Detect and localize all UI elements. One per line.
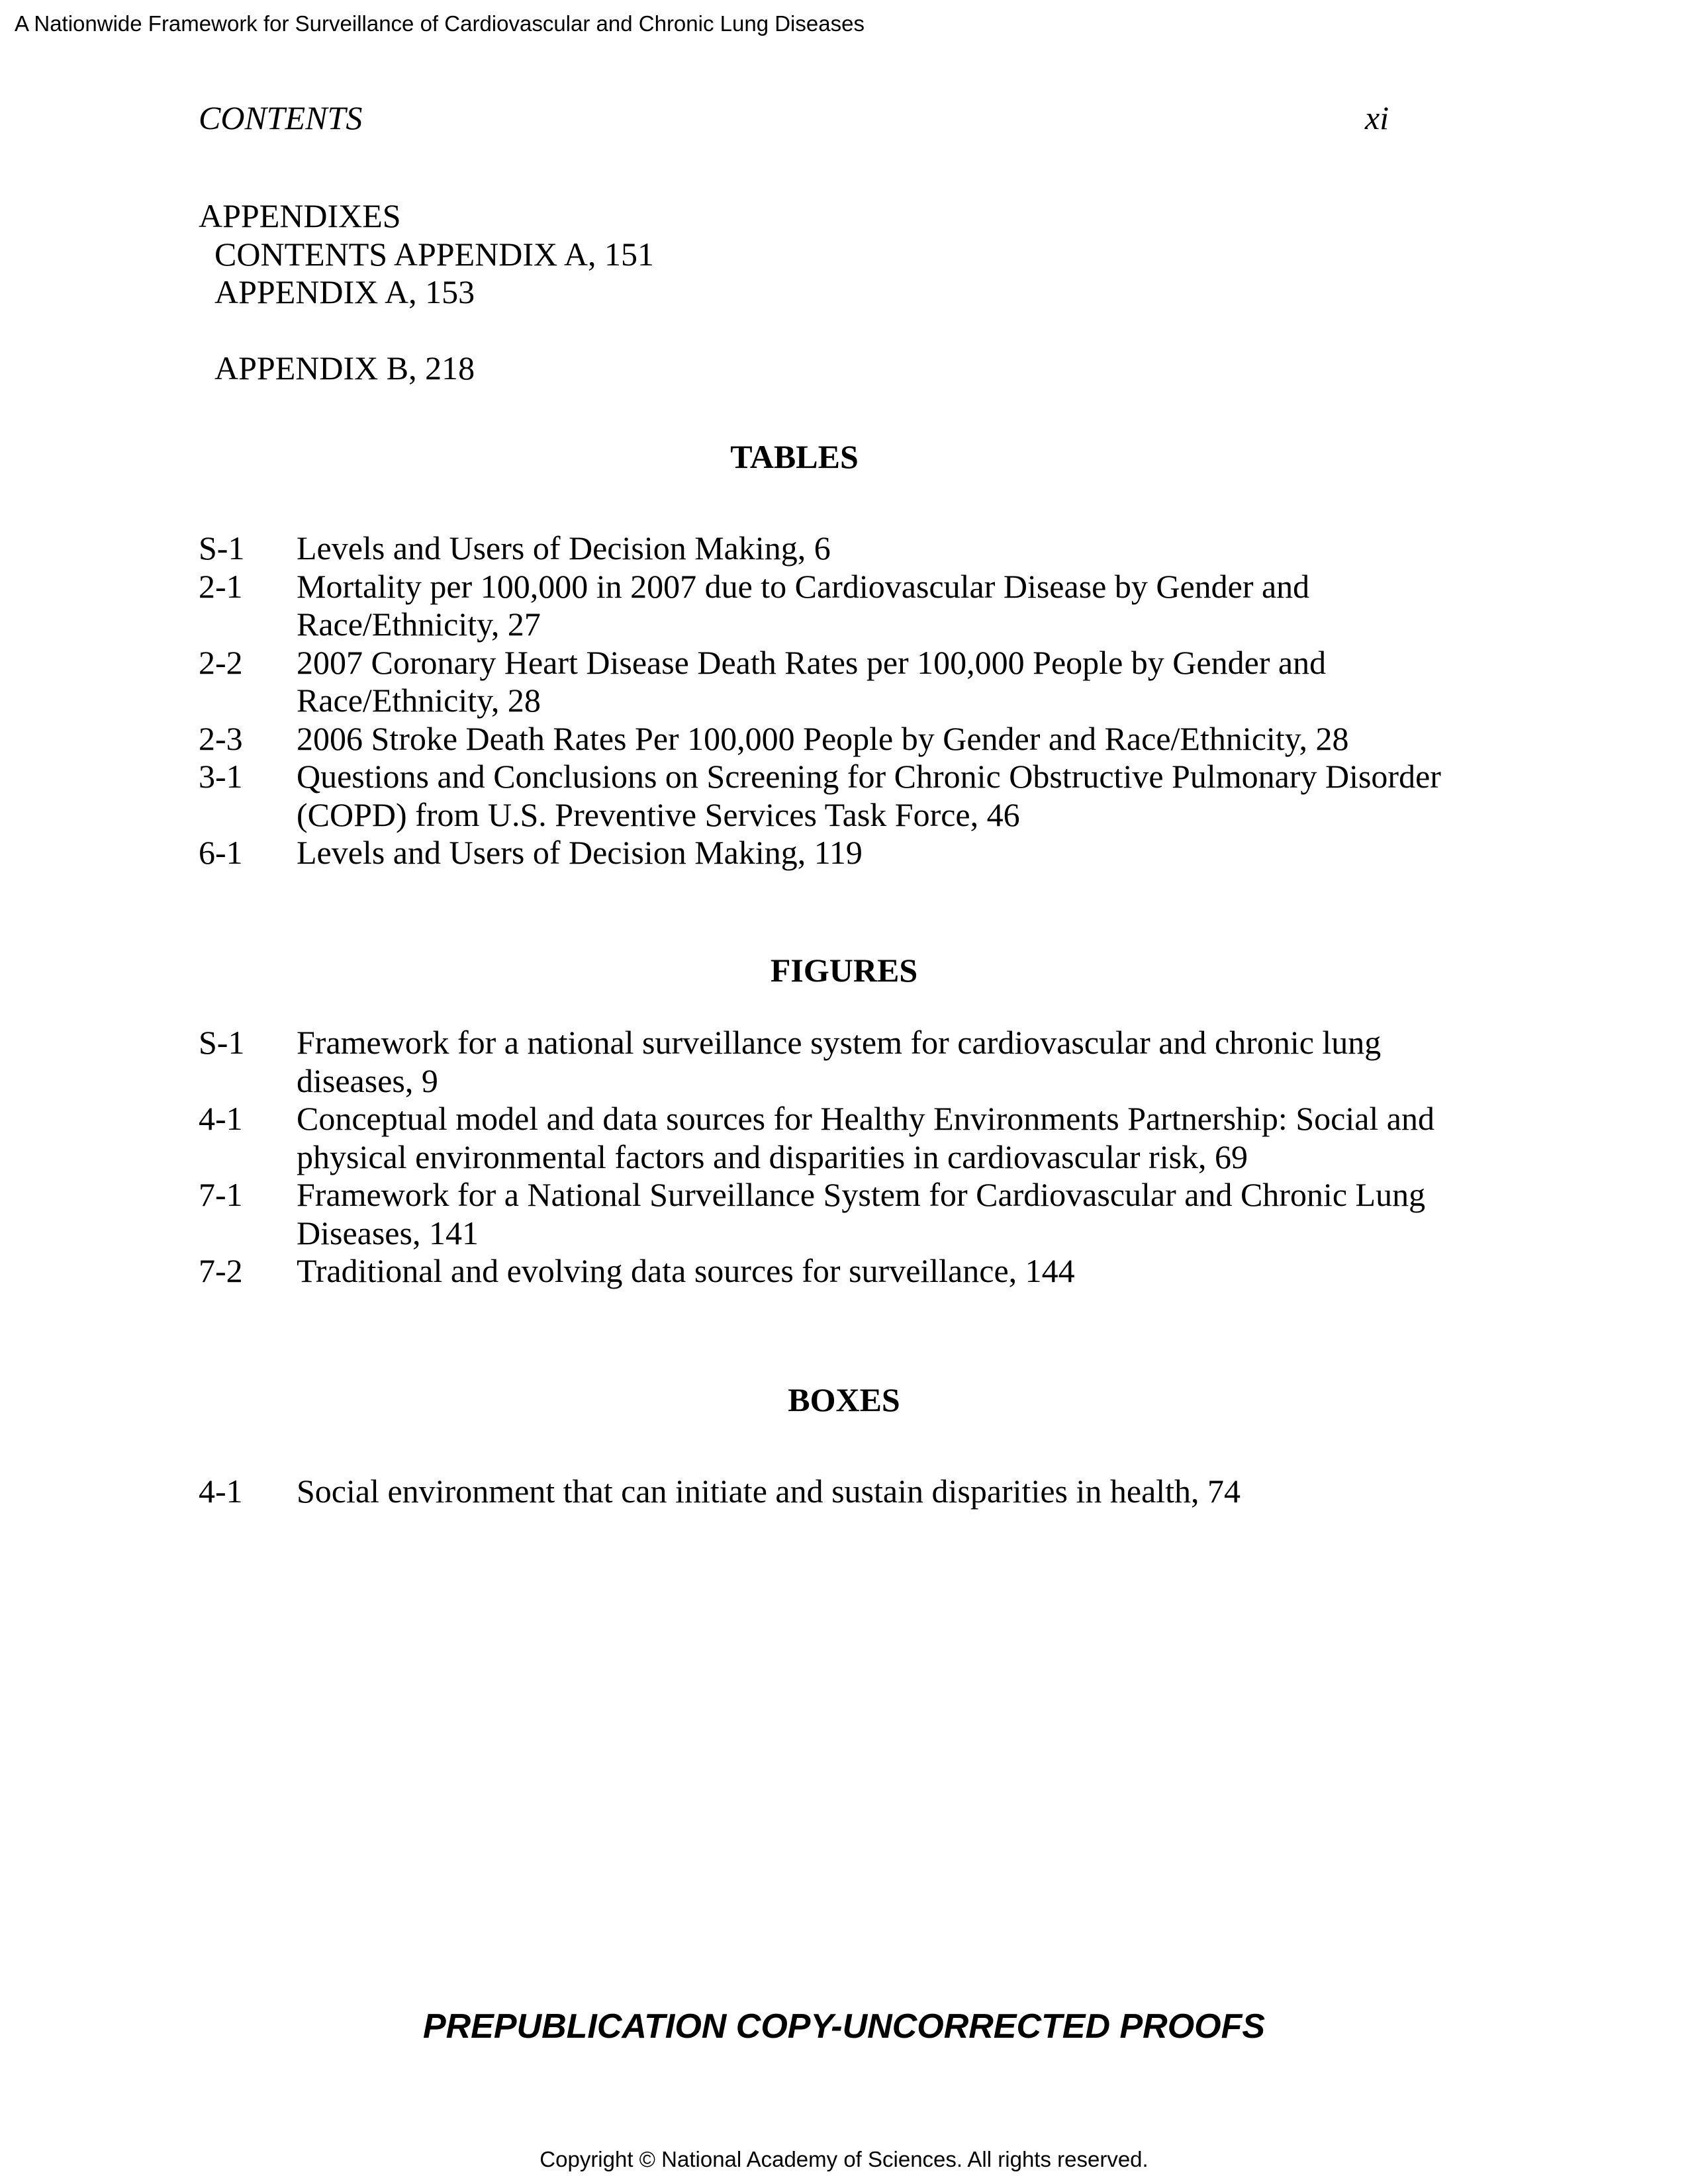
document-header: A Nationwide Framework for Surveillance of Cardiovascular and Chronic Lung Diseases: [15, 11, 865, 36]
table-entry: [199, 758, 1456, 834]
entry-title: Mortality per 100,000 in 2007 due to Cardiovascular Disease by Gender and Race/Ethnicity, 27: [297, 567, 1310, 643]
entry-number: S-1: [199, 1024, 245, 1061]
entry-title: Questions and Conclusions on Screening for Chronic Obstructive Pulmonary Disorder (COPD) from U.S. Preventive Services Task Force, 46: [297, 758, 1441, 833]
entry-number: 6-1: [199, 834, 243, 871]
entry-number: 2-2: [199, 643, 243, 681]
figures-title: FIGURES: [770, 952, 918, 989]
appendix-entry: APPENDIX B, 218: [214, 349, 475, 387]
table-entry: [199, 529, 1456, 568]
entry-title: Levels and Users of Decision Making, 6: [297, 529, 831, 567]
entry-number: 3-1: [199, 758, 243, 795]
entry-number: S-1: [199, 529, 245, 567]
figure-entry: [199, 1176, 1456, 1252]
running-head: CONTENTS: [199, 99, 363, 136]
figure-entry: [199, 1252, 1456, 1291]
entry-number: 2-1: [199, 567, 243, 605]
tables-list: [199, 529, 1456, 872]
entry-title: 2007 Coronary Heart Disease Death Rates per 100,000 People by Gender and Race/Ethnicity, 28: [297, 643, 1327, 719]
appendix-entry: APPENDIX A, 153: [214, 273, 475, 310]
entry-title: Levels and Users of Decision Making, 119: [297, 834, 863, 871]
entry-number: 4-1: [199, 1473, 243, 1510]
entry-number: 7-2: [199, 1252, 243, 1289]
table-entry: [199, 720, 1456, 758]
appendixes-title: APPENDIXES: [199, 197, 401, 234]
appendixes-section: [199, 197, 654, 388]
page-number: xi: [1365, 99, 1389, 136]
entry-number: 4-1: [199, 1100, 243, 1137]
tables-title: TABLES: [730, 438, 859, 475]
entry-title: Framework for a national surveillance system for cardiovascular and chronic lung diseases, 9: [297, 1024, 1382, 1099]
table-entry: [199, 644, 1456, 720]
table-entry: [199, 568, 1456, 644]
entry-title: Social environment that can initiate and sustain disparities in health, 74: [297, 1473, 1241, 1510]
copyright-notice: Copyright © National Academy of Sciences. All rights reserved.: [539, 2147, 1149, 2171]
entry-title: Conceptual model and data sources for Healthy Environments Partnership: Social and physical environmental factors and disparities in cardiovascular risk, 69: [297, 1100, 1434, 1175]
prepublication-notice: PREPUBLICATION COPY-UNCORRECTED PROOFS: [422, 2007, 1266, 2046]
entry-title: Traditional and evolving data sources for surveillance, 144: [297, 1252, 1075, 1289]
appendix-entry: CONTENTS APPENDIX A, 151: [214, 235, 654, 273]
box-entry: [199, 1473, 1456, 1511]
entry-title: 2006 Stroke Death Rates Per 100,000 People by Gender and Race/Ethnicity, 28: [297, 719, 1349, 757]
boxes-title: BOXES: [788, 1381, 900, 1418]
entry-title: Framework for a National Surveillance System for Cardiovascular and Chronic Lung Diseases, 141: [297, 1176, 1426, 1251]
entry-number: 7-1: [199, 1176, 243, 1213]
table-entry: [199, 834, 1456, 872]
figures-list: [199, 1024, 1456, 1291]
figure-entry: [199, 1024, 1456, 1100]
entry-number: 2-3: [199, 719, 243, 757]
boxes-list: [199, 1473, 1456, 1511]
figure-entry: [199, 1100, 1456, 1176]
